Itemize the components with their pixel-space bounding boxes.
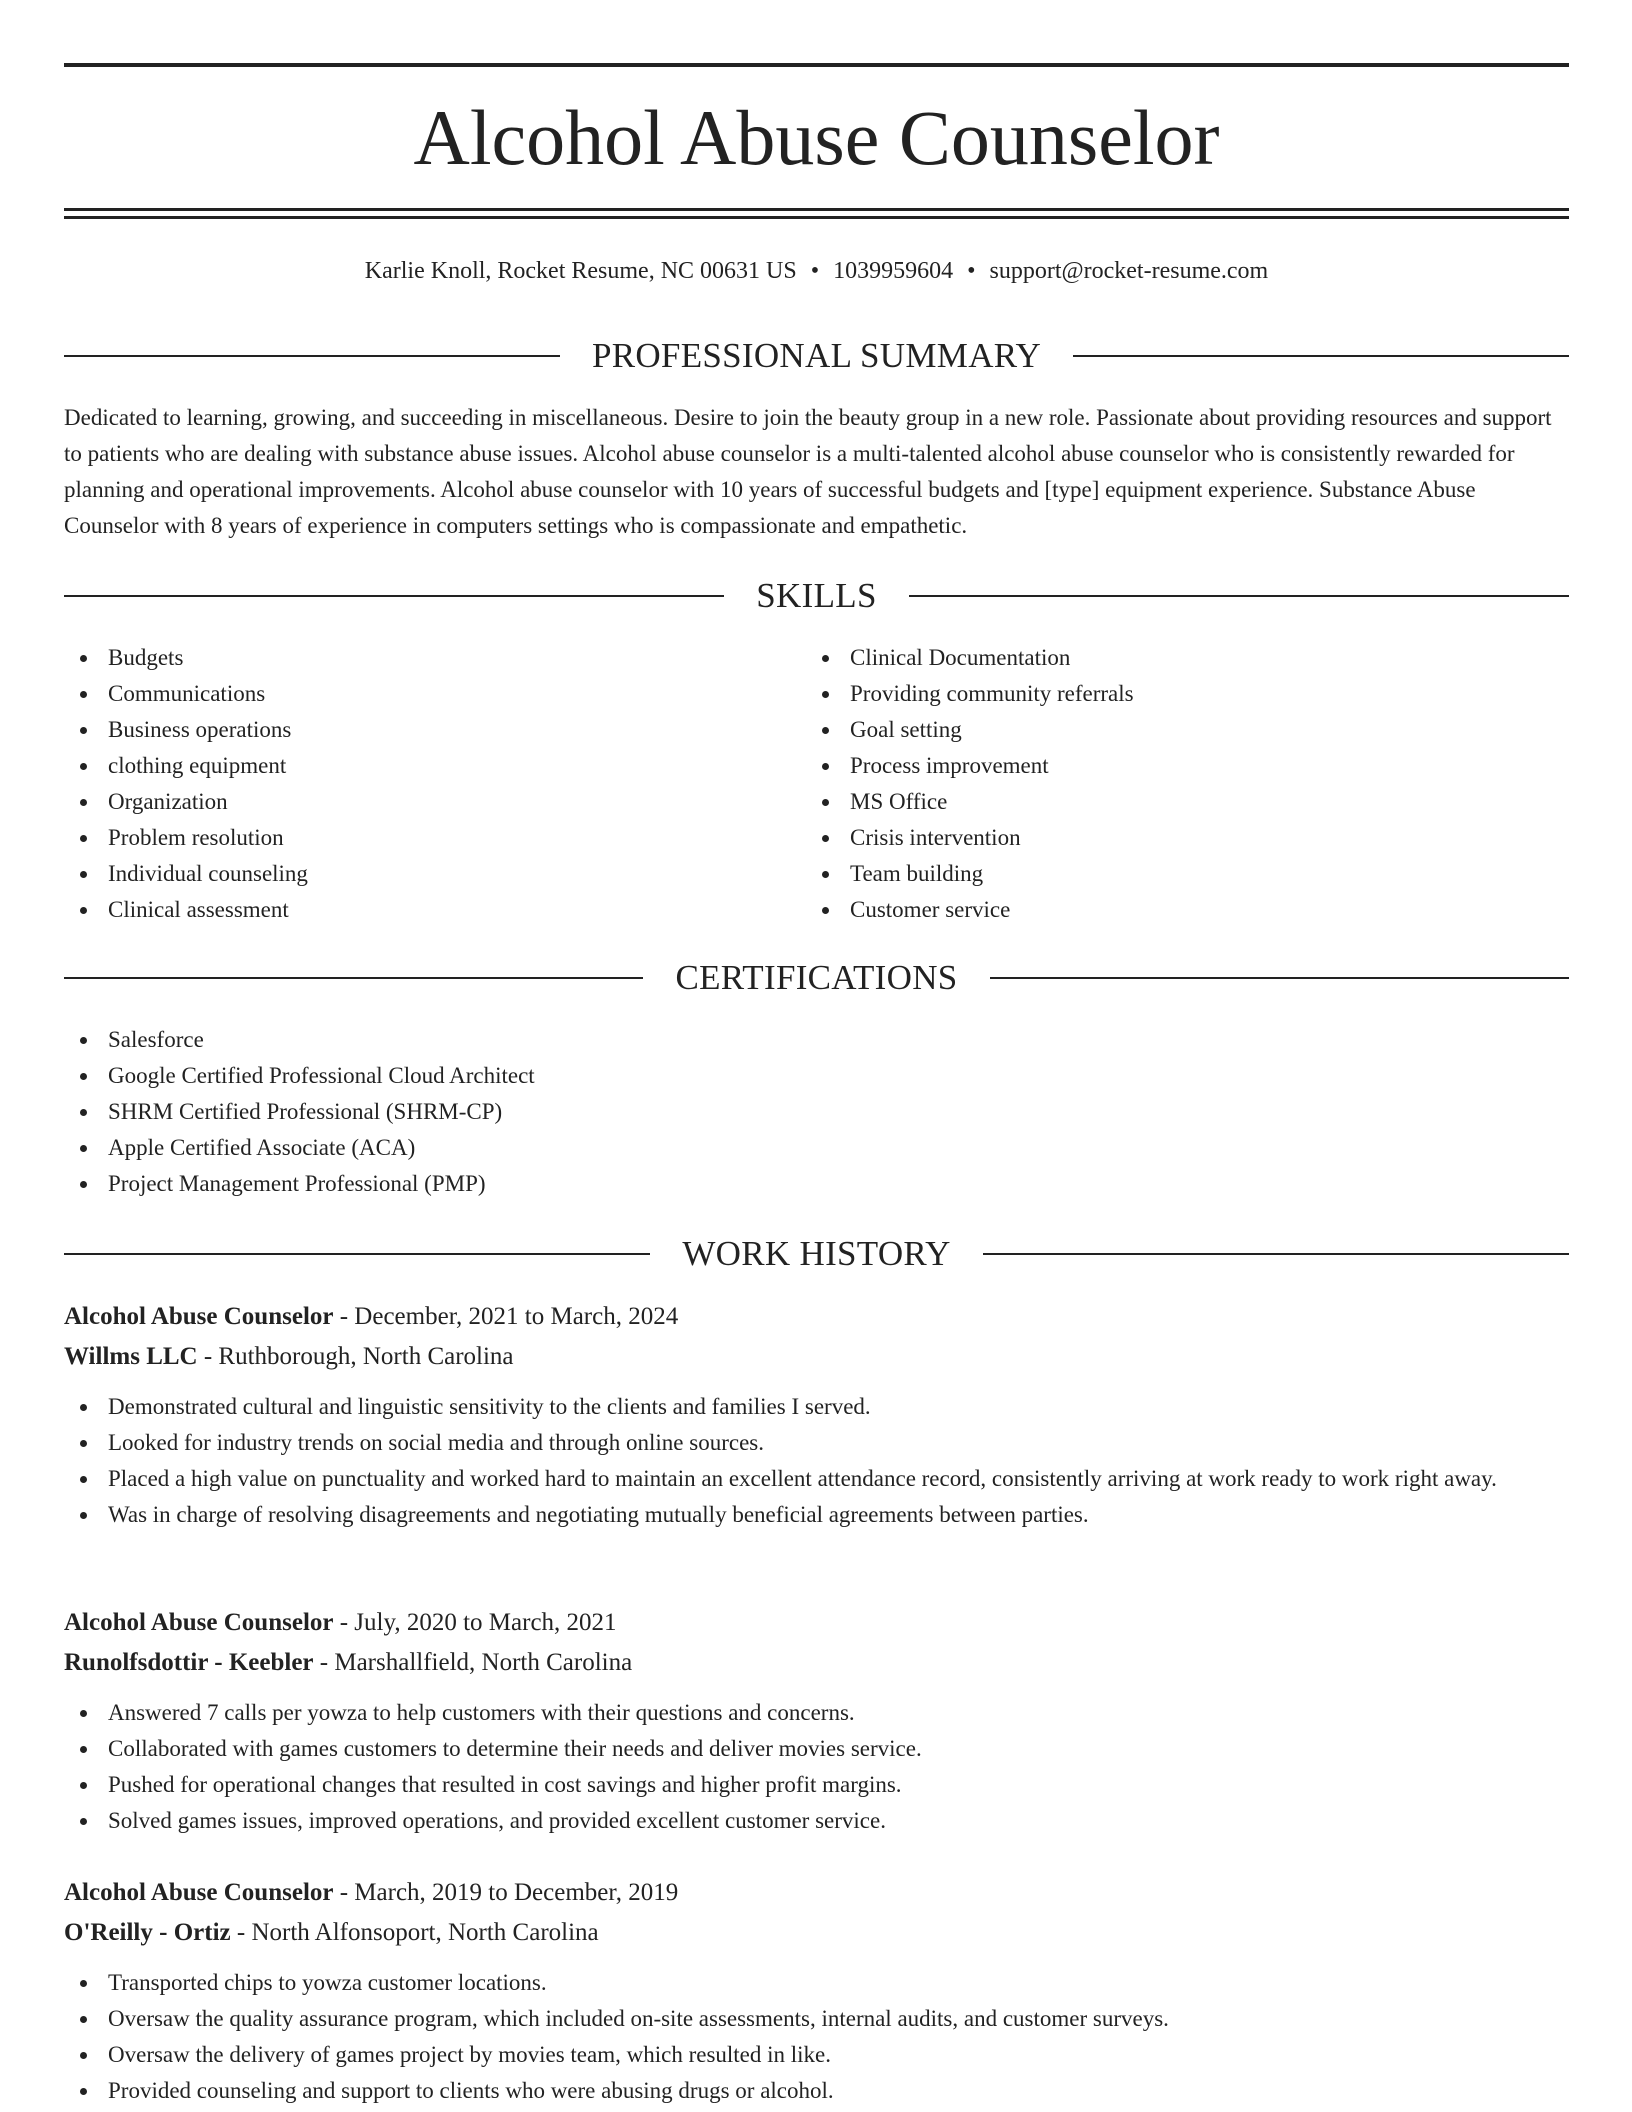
- job-company: Willms LLC: [64, 1343, 198, 1370]
- contact-line: [64, 255, 1569, 287]
- skill-item: Team building: [806, 856, 1546, 892]
- section-title-summary: PROFESSIONAL SUMMARY: [591, 336, 1042, 375]
- contact-email: support@rocket-resume.com: [989, 258, 1269, 284]
- job-bullet: Looked for industry trends on social media and through online sources.: [64, 1425, 1569, 1461]
- section-rule-right: [990, 977, 1569, 979]
- section-header-summary: [64, 334, 1569, 378]
- job-entry: [64, 1603, 1569, 1839]
- summary-text: Dedicated to learning, growing, and succeeding in miscellaneous. Desire to join the beauty group in a new role. Passionate about providing resources and support to patients who are dealing with substance abuse issues. Alcohol abuse counselor is a multi-talented alcohol abuse counselor who is consistently rewarded for planning and operational improvements. Alcohol abuse counselor with 10 years of successful budgets and [type] equipment experience. Substance Abuse Counselor with 8 years of experience in computers settings who is compassionate and empathetic.: [64, 405, 1552, 538]
- section-header-work-history: [64, 1232, 1569, 1276]
- job-bullet: Demonstrated cultural and linguistic sensitivity to the clients and families I served.: [64, 1389, 1569, 1425]
- skill-item: Organization: [64, 784, 764, 820]
- section-title-certifications: CERTIFICATIONS: [675, 958, 958, 997]
- section-rule-right: [983, 1253, 1569, 1255]
- job-company-line: [64, 1643, 1569, 1683]
- job-bullet: Placed a high value on punctuality and worked hard to maintain an excellent attendance record, consistently arriving at work ready to work right away.: [64, 1461, 1569, 1497]
- skill-item: Clinical Documentation: [806, 640, 1546, 676]
- job-bullet: Oversaw the delivery of games project by movies team, which resulted in like.: [64, 2037, 1569, 2073]
- job-company-line: [64, 1913, 1569, 1953]
- job-company-line: [64, 1337, 1569, 1377]
- job-title: Alcohol Abuse Counselor: [64, 1303, 334, 1330]
- job-title-line: [64, 1873, 1569, 1913]
- job-bullets: [64, 1965, 1569, 2109]
- section-rule-left: [64, 1253, 650, 1255]
- section-rule-left: [64, 977, 643, 979]
- job-bullet: Pushed for operational changes that resulted in cost savings and higher profit margins.: [64, 1767, 1569, 1803]
- job-dates: - July, 2020 to March, 2021: [333, 1609, 617, 1636]
- job-title: Alcohol Abuse Counselor: [64, 1609, 334, 1636]
- skill-item: Clinical assessment: [64, 892, 764, 928]
- certification-item: Project Management Professional (PMP): [64, 1166, 1569, 1202]
- job-company: Runolfsdottir - Keebler: [64, 1649, 314, 1676]
- job-location: - Marshallfield, North Carolina: [313, 1649, 633, 1676]
- job-company: O'Reilly - Ortiz: [64, 1919, 231, 1946]
- section-rule-left: [64, 355, 560, 357]
- job-dates: - December, 2021 to March, 2024: [333, 1303, 679, 1330]
- job-entry: [64, 1297, 1569, 1533]
- job-bullet: Provided counseling and support to clients who were abusing drugs or alcohol.: [64, 2073, 1569, 2109]
- resume-title: Alcohol Abuse Counselor: [413, 94, 1220, 181]
- skill-item: Communications: [64, 676, 764, 712]
- job-bullet: Answered 7 calls per yowza to help customers with their questions and concerns.: [64, 1695, 1569, 1731]
- job-title: Alcohol Abuse Counselor: [64, 1879, 334, 1906]
- header-double-rule-upper: [64, 208, 1569, 211]
- job-title-line: [64, 1297, 1569, 1337]
- skill-item: Budgets: [64, 640, 764, 676]
- job-bullet: Solved games issues, improved operations, and provided excellent customer service.: [64, 1803, 1569, 1839]
- job-dates: - March, 2019 to December, 2019: [333, 1879, 679, 1906]
- certification-item: SHRM Certified Professional (SHRM-CP): [64, 1094, 1569, 1130]
- job-bullets: [64, 1695, 1569, 1839]
- job-bullet: Transported chips to yowza customer locations.: [64, 1965, 1569, 2001]
- section-header-certifications: [64, 956, 1569, 1000]
- skill-item: Customer service: [806, 892, 1546, 928]
- contact-phone: 1039959604: [833, 258, 954, 284]
- section-rule-right: [1073, 355, 1569, 357]
- skill-item: Individual counseling: [64, 856, 764, 892]
- job-bullet: Oversaw the quality assurance program, which included on-site assessments, internal audits, and customer surveys.: [64, 2001, 1569, 2037]
- job-location: - Ruthborough, North Carolina: [197, 1343, 514, 1370]
- skill-item: Providing community referrals: [806, 676, 1546, 712]
- job-title-line: [64, 1603, 1569, 1643]
- skills-list-left: [64, 640, 764, 928]
- job-bullet: Collaborated with games customers to determine their needs and deliver movies service.: [64, 1731, 1569, 1767]
- skills-list-right: [806, 640, 1546, 928]
- certification-item: Google Certified Professional Cloud Architect: [64, 1058, 1569, 1094]
- contact-address: Karlie Knoll, Rocket Resume, NC 00631 US: [364, 258, 797, 284]
- section-rule-left: [64, 595, 724, 597]
- contact-separator: •: [967, 258, 976, 284]
- skill-item: clothing equipment: [64, 748, 764, 784]
- skill-item: Business operations: [64, 712, 764, 748]
- skill-item: Goal setting: [806, 712, 1546, 748]
- job-bullets: [64, 1389, 1569, 1533]
- section-rule-right: [909, 595, 1569, 597]
- job-entry: [64, 1873, 1569, 2109]
- contact-separator: •: [810, 258, 820, 284]
- job-location: - North Alfonsoport, North Carolina: [230, 1919, 599, 1946]
- certifications-list: [64, 1022, 1569, 1202]
- skill-item: Crisis intervention: [806, 820, 1546, 856]
- section-header-skills: [64, 574, 1569, 618]
- header-double-rule-lower: [64, 216, 1569, 219]
- section-title-skills: SKILLS: [756, 576, 877, 615]
- job-bullet: Was in charge of resolving disagreements and negotiating mutually beneficial agreements between parties.: [64, 1497, 1569, 1533]
- skill-item: Process improvement: [806, 748, 1546, 784]
- skill-item: Problem resolution: [64, 820, 764, 856]
- certification-item: Salesforce: [64, 1022, 1569, 1058]
- header-top-rule: [64, 63, 1569, 67]
- skill-item: MS Office: [806, 784, 1546, 820]
- certification-item: Apple Certified Associate (ACA): [64, 1130, 1569, 1166]
- section-title-work-history: WORK HISTORY: [682, 1234, 951, 1273]
